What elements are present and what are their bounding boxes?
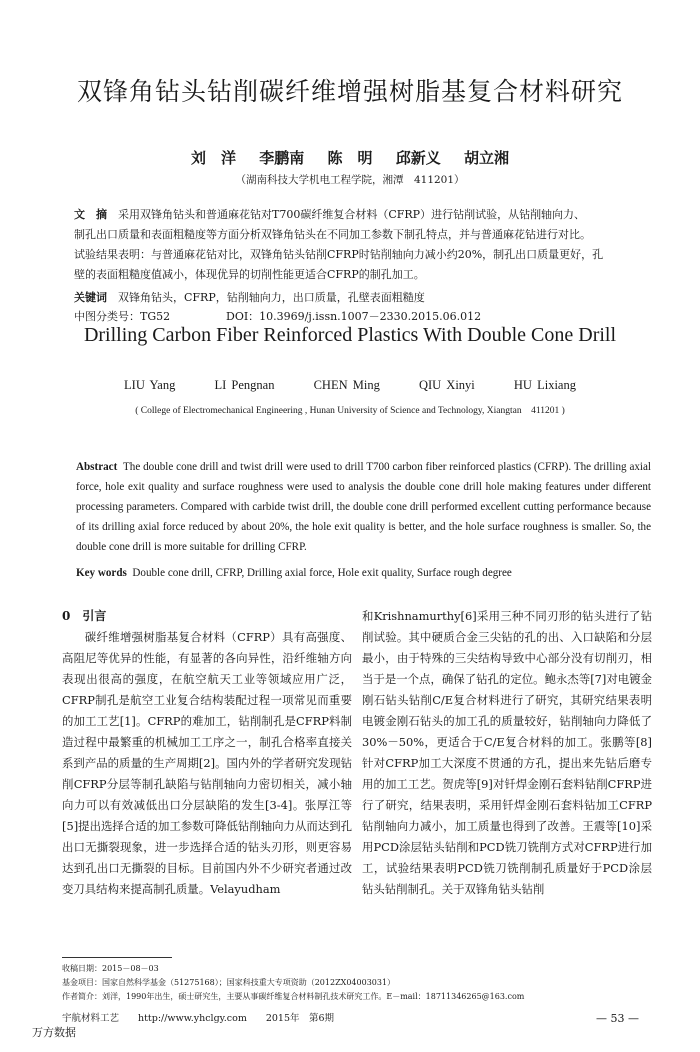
chinese-title: 双锋角钻头钻削碳纤维增强树脂基复合材料研究	[76, 77, 623, 106]
funding-note: 基金项目：国家自然科学基金（51275168）；国家科技重大专项资助（2012ZX04003031）	[62, 978, 396, 987]
author: HU Lixiang	[513, 378, 576, 392]
author: QIU Xinyi	[418, 378, 475, 392]
chinese-abstract	[74, 205, 664, 285]
clc-label: 中图分类号：	[74, 310, 140, 323]
abstract-label: Abstract	[76, 461, 118, 473]
english-keywords	[76, 567, 651, 579]
doi: DOI：10.3969/j.issn.1007－2330.2015.06.012	[226, 310, 482, 323]
keywords-label: 关键词	[74, 291, 107, 304]
body-right-column	[362, 606, 652, 900]
abstract-line: 采用双锋角钻头和普通麻花钻对T700碳纤维复合材料（CFRP）进行钻削试验，从钻削轴向力、	[118, 208, 586, 221]
chinese-affiliation: （湖南科技大学机电工程学院，湘潭 411201）	[235, 174, 465, 186]
chinese-keywords	[74, 289, 664, 305]
author: 刘 洋	[190, 149, 236, 167]
clc-code: TG52	[140, 310, 171, 323]
author: CHEN Ming	[313, 378, 380, 392]
received-date: 收稿日期：2015－08－03	[62, 964, 159, 973]
abstract-line: 试验结果表明：与普通麻花钻对比，双锋角钻头钻削CFRP时钻削轴向力减小约20%，制孔出口质量更好，孔	[74, 248, 604, 261]
english-affiliation: ( College of Electromechanical Engineering , Hunan University of Science and Technology, Xiangtan 411201 )	[135, 406, 565, 416]
english-authors	[0, 378, 700, 393]
body-left-column	[62, 606, 352, 900]
section-heading: 0 引言	[62, 609, 107, 623]
watermark: 万方数据	[32, 1026, 76, 1039]
journal-info: 宇航材料工艺 http://www.yhclgy.com 2015年 第6期	[62, 1013, 335, 1024]
english-abstract	[76, 457, 651, 557]
author: 李鹏南	[259, 149, 305, 167]
classification-line	[74, 308, 664, 324]
author: LIU Yang	[124, 378, 176, 392]
page-number: — 53 —	[596, 1012, 639, 1025]
author: 陈 明	[327, 149, 373, 167]
keywords-text: Double cone drill, CFRP, Drilling axial force, Hole exit quality, Surface rough degree	[132, 567, 512, 579]
body-paragraph: 碳纤维增强树脂基复合材料（CFRP）具有高强度、高阻尼等优异的性能，有显著的各向异性，沿纤维轴方向表现出很高的强度，在航空航天工业等领域应用广泛，CFRP制孔是航空工业复合结构装配过程一项常见而重要的加工工艺[1]。CFRP的难加工，钻削制孔是CFRP料制造过程中最繁重的机械加工工序之一，制孔合格率直接关系到产品的质量的生产周期[2]。国内外的学者研究发现钻削CFRP分层等制孔缺陷与钻削轴向力密切相关，减小轴向力可以有效减低出口分层缺陷的发生[3-4]。张厚江等[5]提出选择合适的加工参数可降低钻削轴向力从而达到孔出口无撕裂现象，进一步选择合适的钻头刃形，则更容易达到孔出口无撕裂的目标。目前国内外不少研究者通过改变刀具结构来提高制孔质量。Velayudham	[62, 630, 352, 896]
keywords-label: Key words	[76, 567, 127, 579]
abstract-label: 文 摘	[74, 208, 107, 221]
abstract-text: The double cone drill and twist drill were used to drill T700 carbon fiber reinforced plastics (CFRP). The drilling axial force, hole exit quality and surface roughness were used to analysis the double cone drill hole making features under different processing parameters. Compared with carbide twist drill, the double cone drill performed excellent cutting performance because of its drilling axial force reduced by about 20%, the hole exit quality is better, and the hole surface roughness is smaller. So, the double cone drill is more suitable for drilling CFRP.	[76, 461, 652, 553]
chinese-authors	[0, 147, 700, 168]
author: 邱新义	[395, 149, 441, 167]
footnote-rule	[62, 957, 172, 958]
english-title: Drilling Carbon Fiber Reinforced Plastics With Double Cone Drill	[83, 324, 617, 346]
abstract-line: 壁的表面粗糙度值减小，体现优异的切削性能更适合CFRP的制孔加工。	[74, 268, 425, 281]
keywords-text: 双锋角钻头，CFRP，钻削轴向力，出口质量，孔壁表面粗糙度	[118, 291, 425, 304]
author: 胡立湘	[463, 149, 509, 167]
author: LI Pengnan	[214, 378, 275, 392]
body-paragraph: 和Krishnamurthy[6]采用三种不同刃形的钻头进行了钻削试验。其中硬质合金三尖钻的孔的出、入口缺陷和分层最小，由于特殊的三尖结构导致中心部分没有切削刃，相当于是一个点，确保了钻孔的定位。鲍永杰等[7]对电镀金刚石钻头钻削C/E复合材料进行了研究，其研究结果表明电镀金刚石钻头的加工孔的质量较好，钻削轴向力降低了30%－50%，更适合于C/E复合材料的加工。张鹏等[8]针对CFRP加工大深度不贯通的方孔，提出来先钻后磨专用的加工工艺。贺虎等[9]对钎焊金刚石套料钻削CFRP进行了研究，结果表明，采用钎焊金刚石套料钻加工CFRP钻削轴向力减小，加工质量也得到了改善。王震等[10]采用PCD涂层钻头钻削和PCD铣刀铣削方式对CFRP进行加工，试验结果表明PCD铣刀铣削制孔质量好于PCD涂层钻头钻削制孔。关于双锋角钻头钻削	[362, 609, 652, 896]
abstract-line: 制孔出口质量和表面粗糙度等方面分析双锋角钻头在不同加工参数下制孔特点，并与普通麻花钻进行对比。	[74, 228, 591, 241]
author-bio: 作者简介：刘洋，1990年出生，硕士研究生，主要从事碳纤维复合材料制孔技术研究工作。E－mail：18711346265@163.com	[62, 992, 525, 1001]
